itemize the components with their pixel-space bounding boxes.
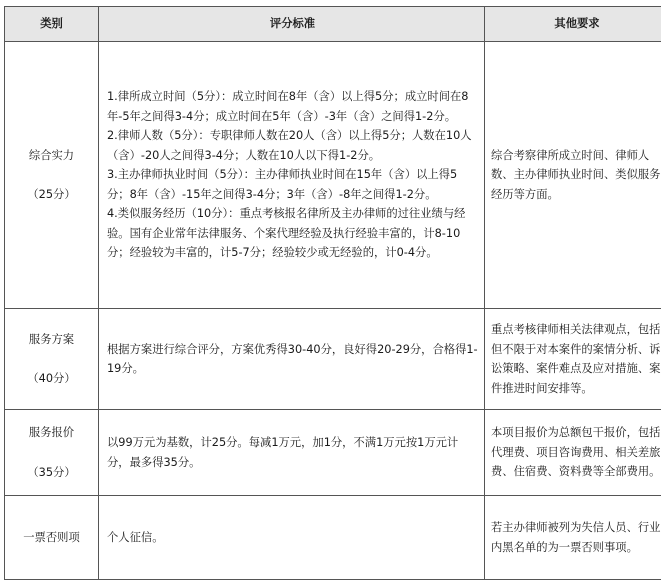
table-row — [5, 496, 661, 580]
table-row — [5, 42, 661, 309]
other-cell: 本项目报价为总额包干报价，包括代理费、项目咨询费用、相关差旅费、住宿费、资料费等全部费用。 — [485, 410, 661, 496]
criteria-cell — [99, 496, 485, 580]
table-row — [5, 410, 661, 496]
header-other: 其他要求 — [485, 7, 661, 42]
criterion-text: 2.律师人数（5分）：专职律师人数在20人（含）以上得5分；人数在10人（含）-20人之间得3-4分；人数在10人以下得1-2分。 — [107, 126, 478, 165]
header-row — [5, 7, 661, 42]
criterion-text: 根据方案进行综合评分，方案优秀得30-40分，良好得20-29分，合格得1-19分。 — [107, 340, 478, 379]
criterion-text: 3.主办律师执业时间（5分）：主办律师执业时间在15年（含）以上得5分；8年（含）-15年之间得3-4分；3年（含）-8年之间得1-2分。 — [107, 165, 478, 204]
table-row — [5, 309, 661, 410]
category-cell — [5, 42, 99, 309]
category-score: （40分） — [8, 369, 95, 389]
category-cell — [5, 496, 99, 580]
other-cell: 重点考核律师相关法律观点，包括但不限于对本案件的案情分析、诉讼策略、案件难点及应对措施、案件推进时间安排等。 — [485, 309, 661, 410]
category-label: 综合实力 — [8, 146, 95, 166]
other-cell: 综合考察律所成立时间、律师人数、主办律师执业时间、类似服务经历等方面。 — [485, 42, 661, 309]
criterion-text: 以99万元为基数，计25分。每减1万元，加1分，不满1万元按1万元计分，最多得35分。 — [107, 433, 478, 472]
category-score: （35分） — [8, 463, 95, 483]
criteria-cell — [99, 309, 485, 410]
scoring-table — [4, 6, 661, 580]
header-category: 类别 — [5, 7, 99, 42]
category-label: 服务报价 — [8, 423, 95, 443]
category-label: 一票否则项 — [8, 528, 95, 548]
criteria-cell — [99, 42, 485, 309]
criterion-text: 1.律所成立时间（5分）：成立时间在8年（含）以上得5分；成立时间在8年-5年之间得3-4分；成立时间在5年（含）-3年（含）之间得1-2分。 — [107, 87, 478, 126]
criteria-cell — [99, 410, 485, 496]
category-cell — [5, 410, 99, 496]
criterion-text: 4.类似服务经历（10分）：重点考核报名律所及主办律师的过往业绩与经验。国有企业常年法律服务、个案代理经验及执行经验丰富的，计8-10分；经验较为丰富的，计5-7分；经验较少或无经验的，计0-4分。 — [107, 204, 478, 263]
criterion-text: 个人征信。 — [107, 528, 478, 548]
header-criteria: 评分标准 — [99, 7, 485, 42]
category-cell — [5, 309, 99, 410]
category-score: （25分） — [8, 185, 95, 205]
other-cell: 若主办律师被列为失信人员、行业内黑名单的为一票否则事项。 — [485, 496, 661, 580]
category-label: 服务方案 — [8, 330, 95, 350]
